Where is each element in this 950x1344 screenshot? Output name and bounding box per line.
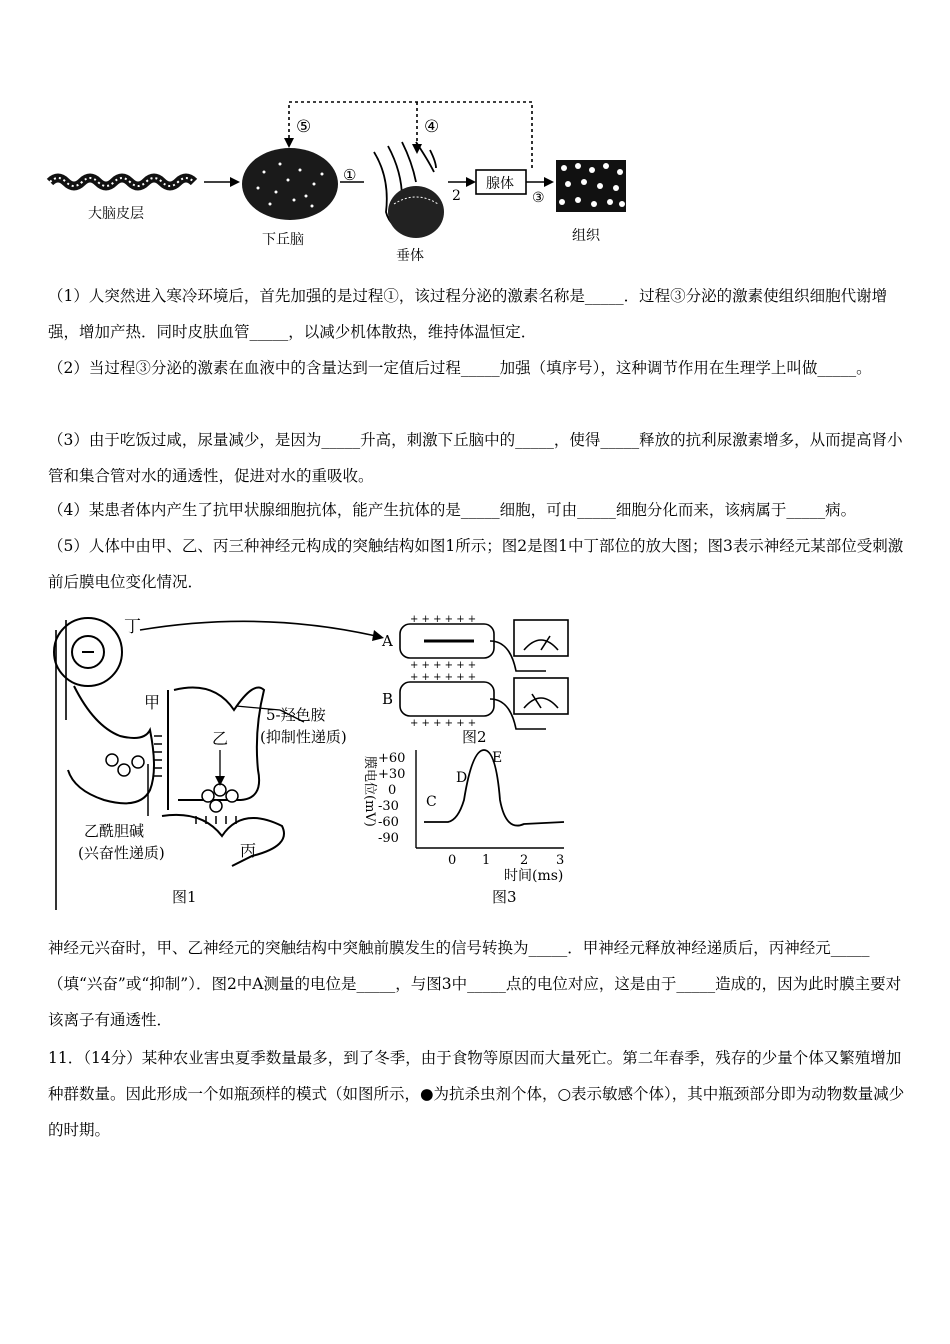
label-5: ⑤ [296,117,312,137]
arrow-5-head [284,138,294,148]
tissue-label: 组织 [572,228,600,244]
question-5: （5）人体中由甲、乙、丙三种神经元构成的突触结构如图1所示；图2是图1中丁部位的放大图；图3表示神经元某部位受刺激前后膜电位变化情况． [48,537,904,591]
label-2: 2 [452,188,461,204]
svg-text:-90: -90 [378,831,399,846]
fig1-receptors [154,736,236,824]
fig1-ach: 乙酰胆碱 [84,822,145,840]
svg-text:+ + + + + +: + + + + + + [410,614,477,625]
fig1-serotonin-note: (抑制性递质) [260,728,347,746]
fig1-ach-note: (兴奋性递质) [78,844,165,862]
fig3-ylabel: 膜电位(mV) [362,756,377,827]
svg-text:3: 3 [556,853,565,868]
hypothalamus-shape [242,148,338,220]
fig2-b: B [382,690,394,708]
fig1-ding: 丁 [124,617,141,637]
question-11: 11．（14分）某种农业害虫夏季数量最多，到了冬季，由于食物等原因而大量死亡。第二年春季，残存的少量个体又繁殖增加种群数量。因此形成一个如瓶颈样的模式（如图所示，●为抗杀虫剂个体，○表示敏感个体），其中瓶颈部分即为动物数量减少的时期。 [48,1049,905,1139]
synapse-figure [44,610,584,910]
svg-text:+ + + + + +: + + + + + + [410,672,477,683]
fig3-xticks [448,853,564,868]
svg-text:2: 2 [520,853,529,868]
fig2-caption: 图2 [462,728,487,746]
fig1-yi: 乙 [212,729,229,748]
svg-text:+30: +30 [378,767,406,782]
svg-text:0: 0 [388,783,397,798]
question-1: （1）人突然进入寒冷环境后，首先加强的是过程①，该过程分泌的激素名称是_____．过程③分泌的激素使组织细胞代谢增强，增加产热．同时皮肤血管_____，以减少机体散热，维持体温恒定． [48,287,888,341]
svg-text:-30: -30 [378,799,399,814]
label-3: ③ [532,190,545,206]
fig3-point-d: D [456,770,468,786]
question-2: （2）当过程③分泌的激素在血液中的含量达到一定值后过程_____加强（填序号），这种调节作用在生理学上叫做_____。 [48,359,872,377]
label-1: ① [343,166,357,184]
svg-text:-60: -60 [378,815,399,830]
fig3-yticks [378,751,405,846]
fig1-neurons [54,618,284,910]
svg-text:1: 1 [482,853,491,868]
pituitary-body [388,186,444,238]
regulation-diagram [44,92,644,264]
fig3-point-c: C [426,794,437,810]
gland-label: 腺体 [486,176,514,192]
svg-text:+ + + + + +: + + + + + + [410,718,477,729]
question-4: （4）某患者体内产生了抗甲状腺细胞抗体，能产生抗体的是_____细胞，可由_____细胞分化而来，该病属于_____病。 [48,501,857,519]
ding-arrow [140,621,376,636]
fig1-caption: 图1 [172,888,197,906]
fig3-caption: 图3 [492,888,517,906]
fig3-point-e: E [492,750,503,766]
fig1-jia: 甲 [144,693,161,712]
tissue-shape [556,160,626,212]
hypothalamus-label: 下丘脑 [262,232,304,248]
fig2-a: A [382,632,393,650]
fig1-serotonin: 5-羟色胺 [266,706,326,724]
label-4: ④ [424,117,440,137]
question-5-continued: 神经元兴奋时，甲、乙神经元的突触结构中突触前膜发生的信号转换为_____．甲神经元释放神经递质后，丙神经元_____（填“兴奋”或“抑制”）．图2中A测量的电位是_____，与图3中_____点的电位对应，这是由于_____造成的，因为此时膜主要对该离子有通透性． [48,939,902,1029]
cortex-shape [50,178,194,186]
question-3: （3）由于吃饭过咸，尿量减少，是因为_____升高，刺激下丘脑中的_____，使得_____释放的抗利尿激素增多，从而提高肾小管和集合管对水的通透性，促进对水的重吸收。 [48,431,903,485]
fig1-bing: 丙 [240,841,257,860]
fig3-xlabel: 时间(ms) [504,868,564,884]
pituitary-label: 垂体 [396,248,424,264]
svg-text:+60: +60 [378,751,406,766]
svg-text:0: 0 [448,853,457,868]
cortex-label: 大脑皮层 [88,206,144,222]
svg-text:+ + + + + +: + + + + + + [410,660,477,671]
